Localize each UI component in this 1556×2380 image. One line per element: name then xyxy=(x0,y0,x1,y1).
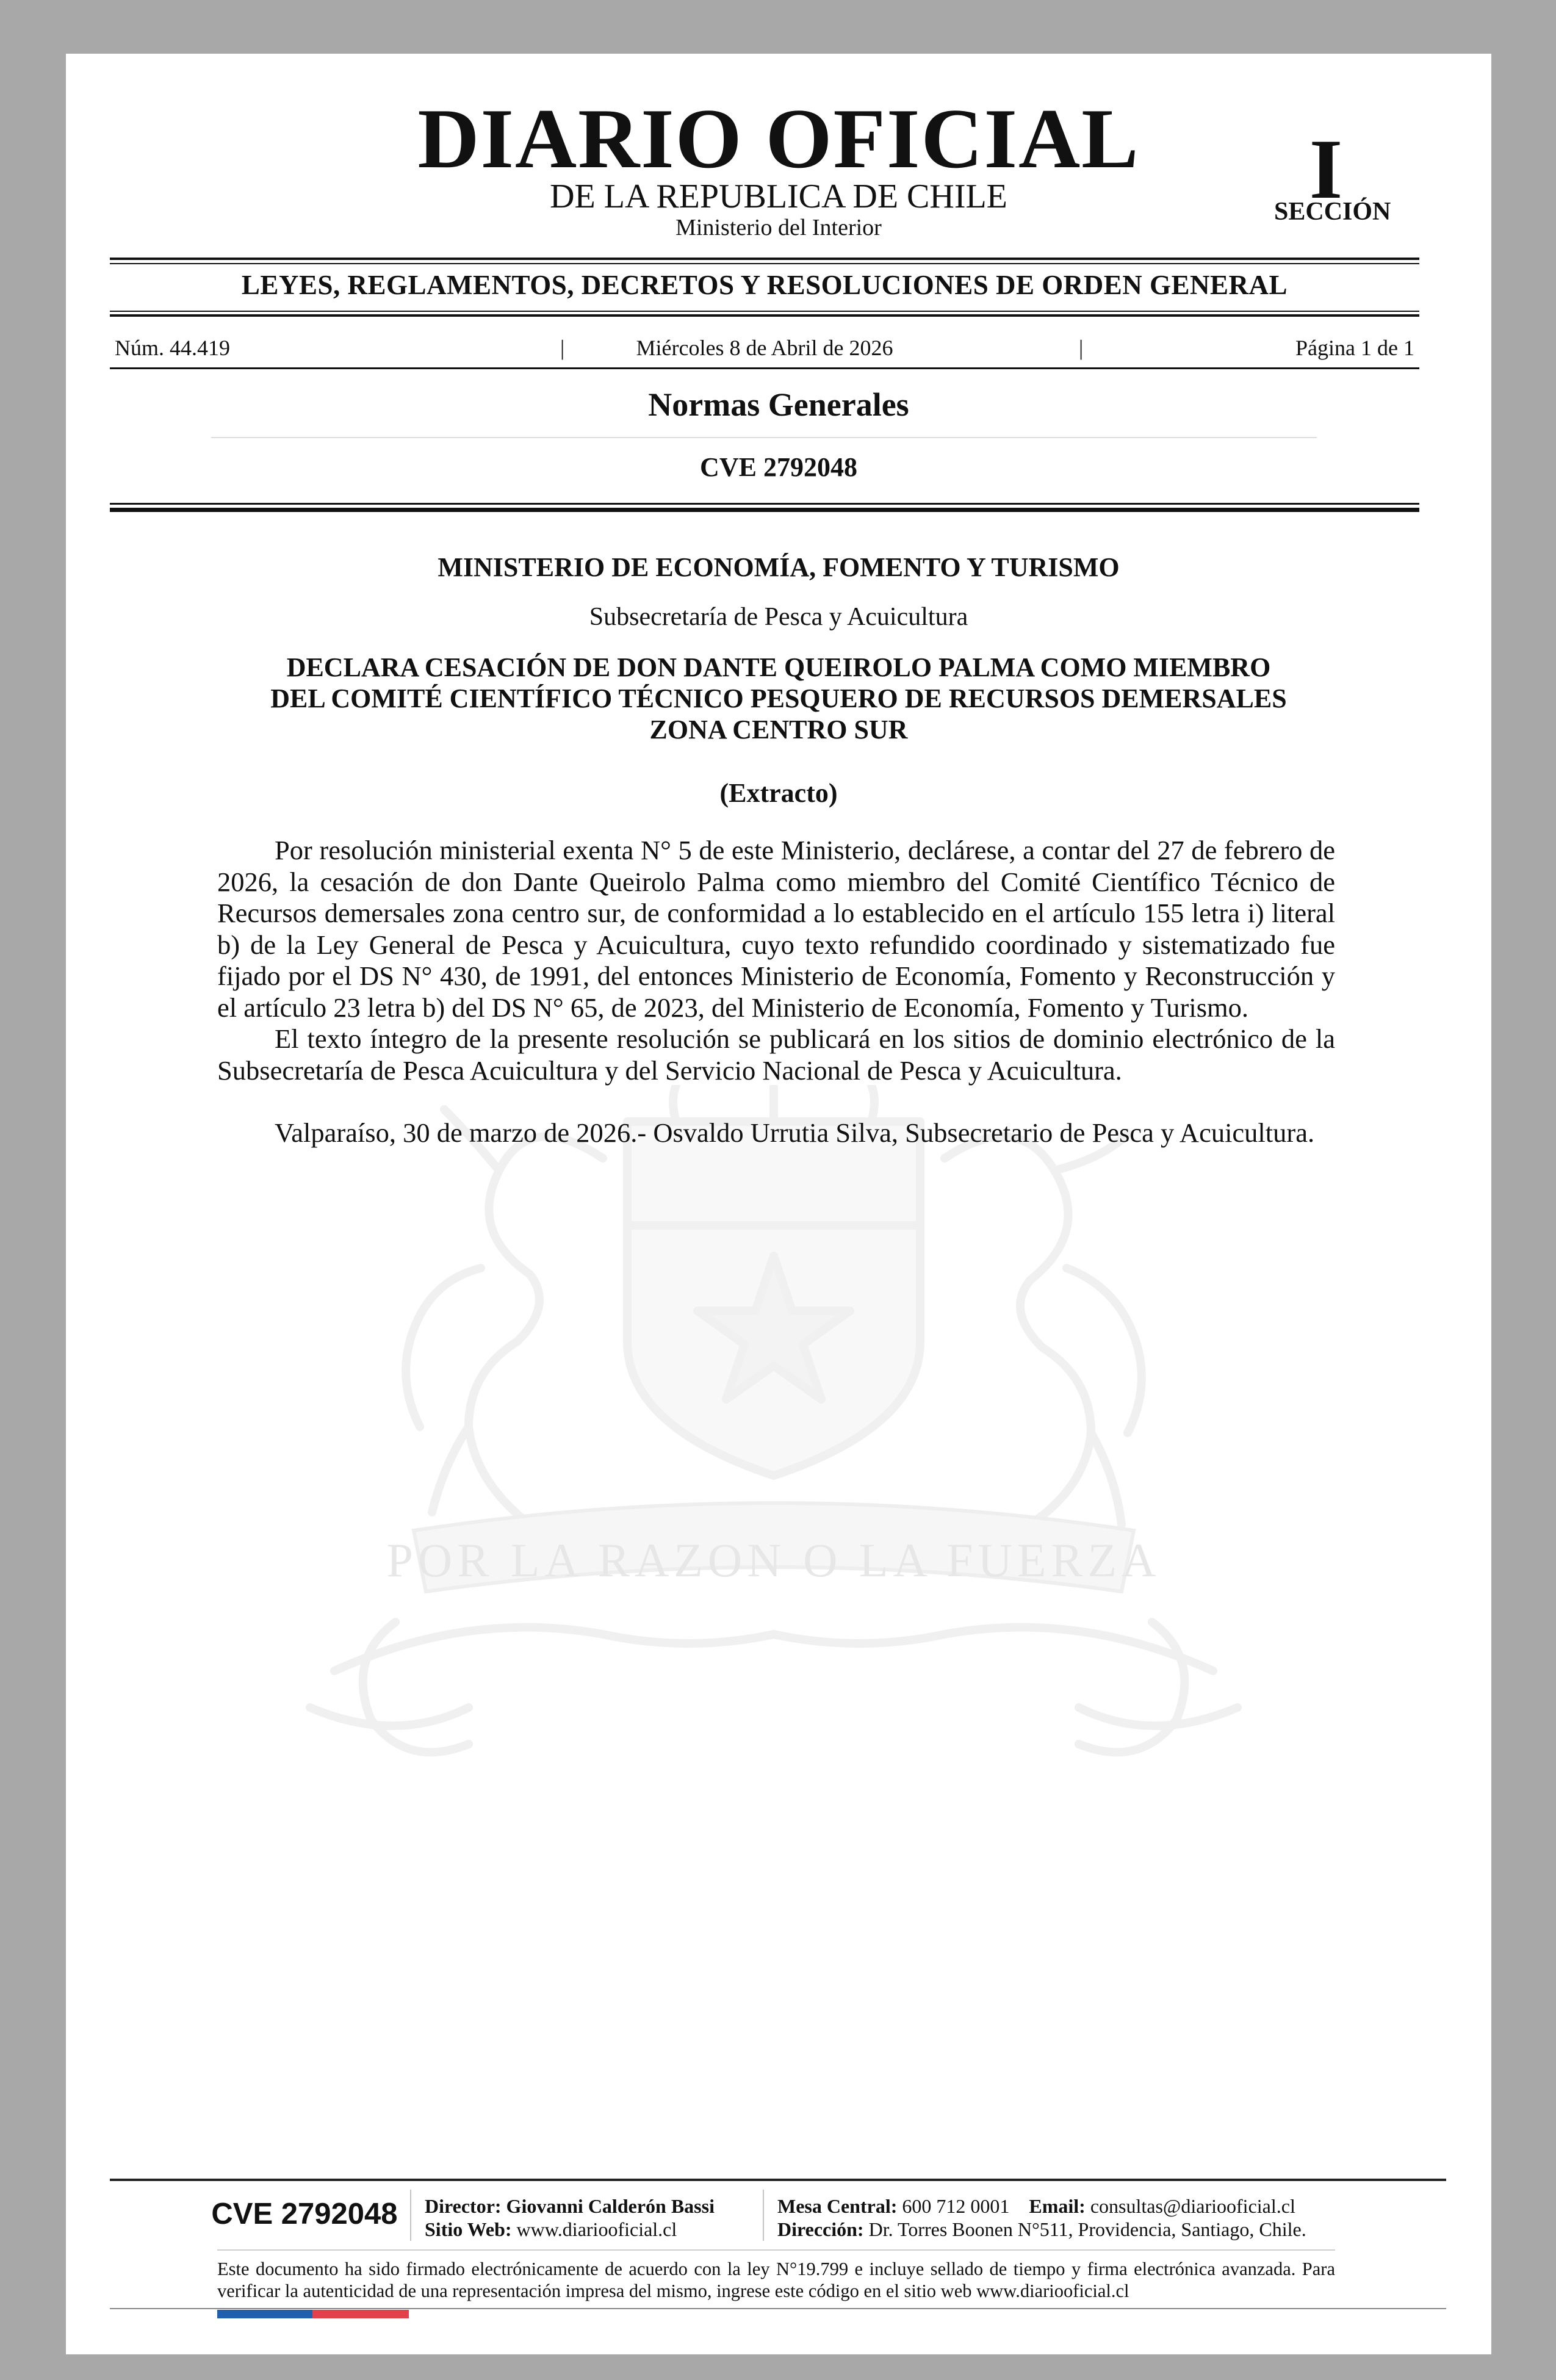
footer-divider xyxy=(763,2190,764,2241)
signature-paragraph: Valparaíso, 30 de marzo de 2026.- Osvaldo Urrutia Silva, Subsecretario de Pesca y Acuicultura. xyxy=(275,1117,1315,1148)
issue-date: Miércoles 8 de Abril de 2026 xyxy=(636,336,893,360)
band-rule-thick xyxy=(110,314,1419,317)
document-page xyxy=(66,54,1491,2354)
flag-stripe-red xyxy=(312,2310,409,2318)
masthead-rule-thick xyxy=(110,258,1419,260)
cve-code-header: CVE 2792048 xyxy=(700,452,857,482)
mesa-central-phone: 600 712 0001 xyxy=(902,2195,1010,2217)
category-divider xyxy=(211,437,1317,438)
mesa-central-label: Mesa Central: xyxy=(777,2195,898,2217)
subsecretaria-heading: Subsecretaría de Pesca y Acuicultura xyxy=(589,603,968,631)
address-value: Dr. Torres Boonen N°511, Providencia, Santiago, Chile. xyxy=(868,2218,1306,2240)
section-band: LEYES, REGLAMENTOS, DECRETOS Y RESOLUCIONES DE ORDEN GENERAL xyxy=(241,270,1288,300)
document-body xyxy=(217,835,1335,1149)
footer-contact-block xyxy=(777,2194,1363,2241)
section-number: I xyxy=(1309,122,1343,217)
band-rule-thin xyxy=(110,311,1419,312)
footer-rule-top xyxy=(110,2179,1446,2181)
header-rule-thin xyxy=(110,503,1419,505)
footer-divider xyxy=(410,2190,411,2241)
issue-number: Núm. 44.419 xyxy=(115,336,230,360)
info-rule xyxy=(110,367,1419,369)
email-label: Email: xyxy=(1029,2195,1086,2217)
newspaper-subtitle: DE LA REPUBLICA DE CHILE xyxy=(550,178,1007,215)
issue-info-bar xyxy=(115,334,1414,361)
body-paragraph: El texto íntegro de la presente resolución se publicará en los sitios de dominio electrónico de la Subsecretaría de Pesca Acuicultura y del Servicio Nacional de Pesca y Acuicultura. xyxy=(217,1023,1335,1086)
footer-cve-code: CVE 2792048 xyxy=(211,2198,398,2230)
newspaper-title: DIARIO OFICIAL xyxy=(417,92,1140,186)
category-heading: Normas Generales xyxy=(648,386,909,423)
extracto-label: (Extracto) xyxy=(719,778,838,808)
info-separator: | xyxy=(1079,336,1084,360)
website-link[interactable]: www.diariooficial.cl xyxy=(516,2218,677,2240)
email-link[interactable]: consultas@diariooficial.cl xyxy=(1090,2195,1295,2217)
watermark-motto: POR LA RAZON O LA FUERZA xyxy=(386,1534,1161,1587)
document-title xyxy=(66,652,1491,745)
flag-stripe-blue xyxy=(217,2310,312,2318)
header-rule-thick xyxy=(110,508,1419,512)
page-indicator: Página 1 de 1 xyxy=(1295,336,1414,360)
newspaper-ministry: Ministerio del Interior xyxy=(675,215,882,240)
footer-director-block xyxy=(425,2194,827,2241)
document-title-line: ZONA CENTRO SUR xyxy=(649,715,908,745)
section-label: SECCIÓN xyxy=(1274,198,1391,226)
document-title-line: DECLARA CESACIÓN DE DON DANTE QUEIROLO PALMA COMO MIEMBRO xyxy=(286,652,1271,682)
footer-rule-mid xyxy=(217,2249,1335,2251)
address-label: Dirección: xyxy=(777,2218,864,2240)
electronic-signature-note: Este documento ha sido firmado electrónicamente de acuerdo con la ley N°19.799 e incluye sellado de tiempo y firma electrónica avanzada. Para verificar la autenticidad de una representación impresa del mismo, ingrese este código en el sitio web www.diariooficial.cl xyxy=(217,2259,1335,2301)
body-paragraph: Por resolución ministerial exenta N° 5 de este Ministerio, declárese, a contar del 27 de febrero de 2026, la cesación de don Dante Queirolo Palma como miembro del Comité Científico Técnico de Recursos demersales zona centro sur, de conformidad a lo establecido en el artículo 155 letra i) literal b) de la Ley General de Pesca y Acuicultura, cuyo texto refundido coordinado y sistematizado fue fijado por el DS N° 430, de 1991, del entonces Ministerio de Economía, Fomento y Reconstrucción y el artículo 23 letra b) del DS N° 65, de 2023, del Ministerio de Economía, Fomento y Turismo. xyxy=(217,835,1335,1023)
website-label: Sitio Web: xyxy=(425,2218,512,2240)
masthead-rule-thin xyxy=(110,263,1419,264)
ministry-heading: MINISTERIO DE ECONOMÍA, FOMENTO Y TURISMO xyxy=(438,552,1120,582)
director-label: Director: xyxy=(425,2195,502,2217)
document-title-line: DEL COMITÉ CIENTÍFICO TÉCNICO PESQUERO DE RECURSOS DEMERSALES xyxy=(270,683,1287,713)
info-separator: | xyxy=(560,336,565,360)
coat-of-arms-watermark xyxy=(212,1085,1335,1842)
footer-rule-bottom xyxy=(110,2308,1446,2309)
director-name: Giovanni Calderón Bassi xyxy=(506,2195,715,2217)
